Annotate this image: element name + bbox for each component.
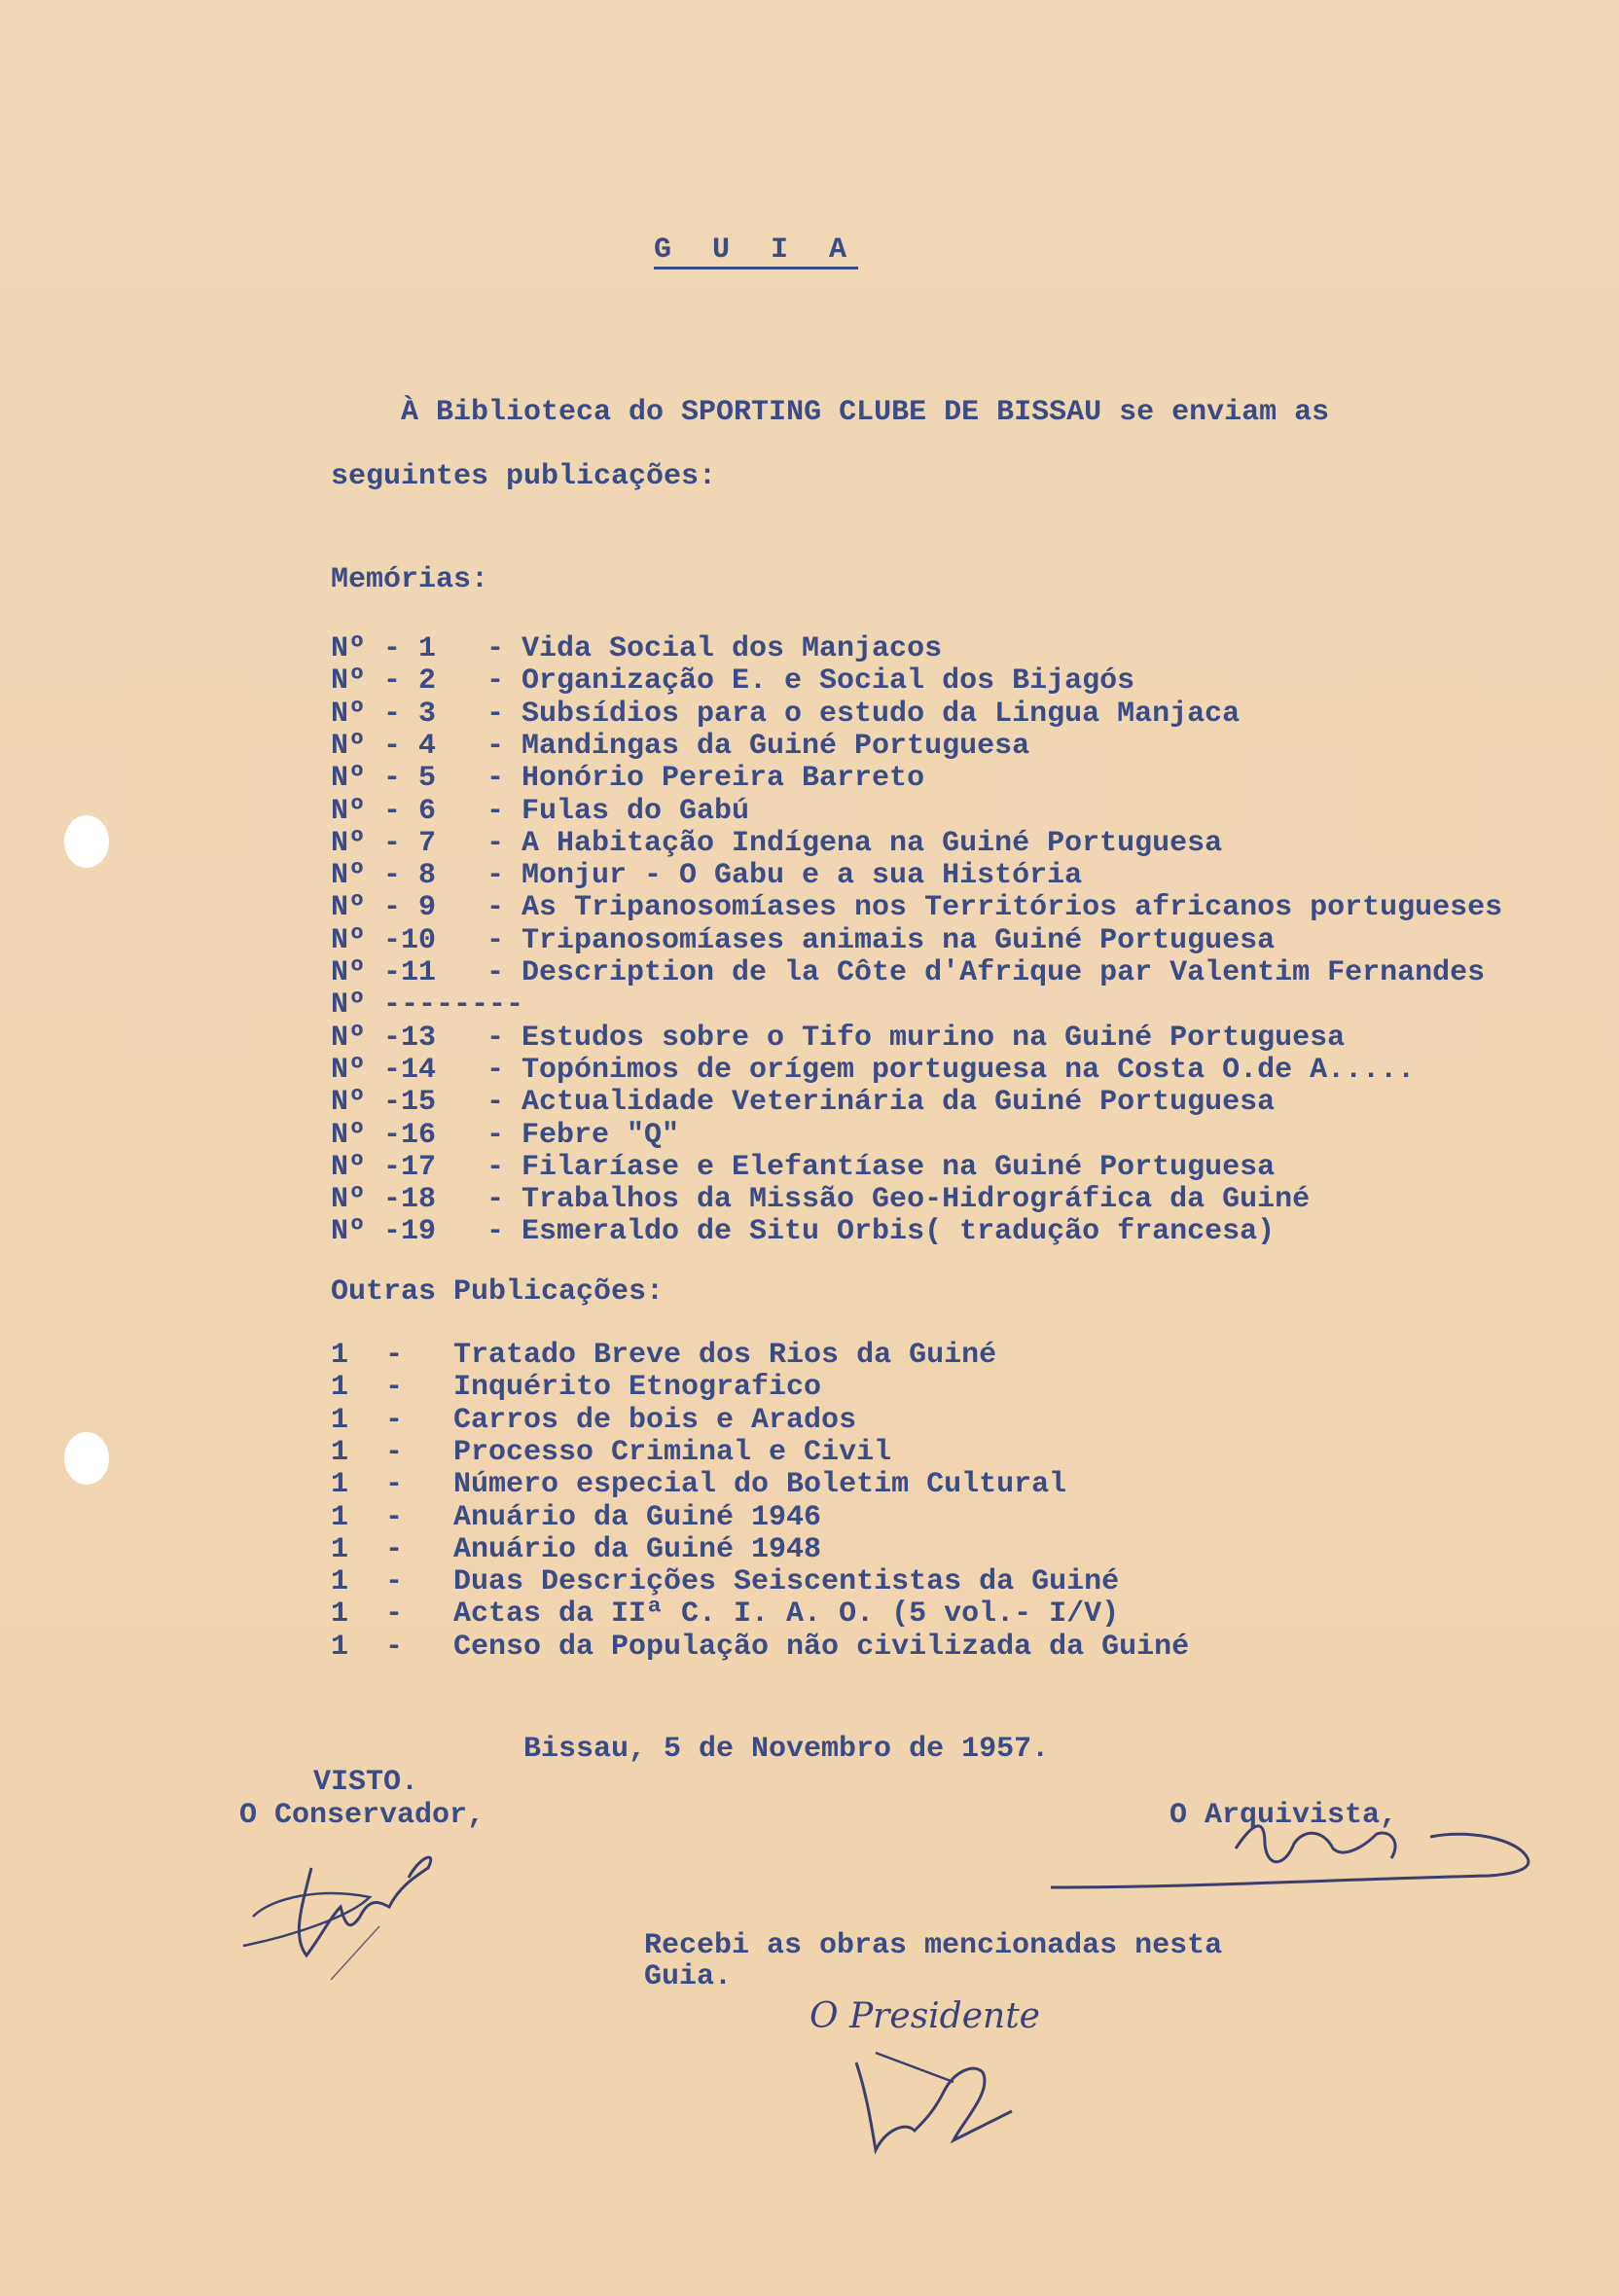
intro-line: À Biblioteca do SPORTING CLUBE DE BISSAU se enviam as bbox=[401, 396, 1330, 429]
recebi-line: Guia. bbox=[644, 1960, 733, 1993]
memoria-number: Nº - 2 bbox=[331, 664, 437, 699]
dash-separator: - bbox=[486, 923, 505, 957]
memoria-title: Estudos sobre o Tifo murino na Guiné Portuguesa bbox=[522, 1021, 1346, 1055]
outra-item bbox=[331, 1631, 1189, 1664]
memoria-item bbox=[331, 762, 924, 795]
memoria-number: Nº -------- bbox=[331, 988, 524, 1022]
memoria-number: Nº - 1 bbox=[331, 632, 437, 665]
memoria-title: Trabalhos da Missão Geo-Hidrográfica da Guiné bbox=[522, 1183, 1311, 1217]
memoria-item bbox=[331, 891, 1502, 924]
memoria-number: Nº -11 bbox=[331, 956, 437, 989]
memoria-number: Nº -15 bbox=[331, 1086, 437, 1120]
dash-separator: - bbox=[385, 1468, 404, 1502]
memoria-title: Filaríase e Elefantíase na Guiné Portuguesa bbox=[522, 1150, 1276, 1184]
outra-title: Anuário da Guiné 1948 bbox=[453, 1532, 822, 1566]
punch-hole bbox=[64, 1432, 109, 1485]
dash-separator: - bbox=[486, 697, 505, 731]
outra-title: Tratado Breve dos Rios da Guiné bbox=[453, 1339, 997, 1372]
dash-separator: - bbox=[385, 1435, 404, 1469]
memoria-item bbox=[331, 664, 1134, 698]
memoria-number: Nº -16 bbox=[331, 1118, 437, 1152]
outra-item bbox=[331, 1565, 1119, 1598]
memoria-item bbox=[331, 1151, 1275, 1184]
dash-separator: - bbox=[385, 1565, 404, 1599]
visto-label: VISTO. bbox=[313, 1766, 419, 1799]
dash-separator: - bbox=[385, 1532, 404, 1566]
outra-quantity: 1 bbox=[331, 1339, 349, 1372]
memoria-number: Nº -13 bbox=[331, 1021, 437, 1055]
outra-quantity: 1 bbox=[331, 1597, 349, 1632]
memoria-item bbox=[331, 1086, 1275, 1119]
arquivista-signature bbox=[1041, 1790, 1547, 1917]
outra-item bbox=[331, 1468, 1066, 1501]
outra-quantity: 1 bbox=[331, 1500, 349, 1534]
memoria-number: Nº - 3 bbox=[331, 697, 437, 731]
memoria-title: Organização E. e Social dos Bijagós bbox=[522, 664, 1135, 699]
recebi-line: Recebi as obras mencionadas nesta bbox=[644, 1929, 1223, 1962]
dash-separator: - bbox=[486, 891, 505, 925]
outra-quantity: 1 bbox=[331, 1532, 349, 1566]
memoria-number: Nº -14 bbox=[331, 1053, 437, 1087]
memoria-item bbox=[331, 1022, 1345, 1055]
outras-heading: Outras Publicações: bbox=[331, 1275, 665, 1309]
dash-separator: - bbox=[486, 794, 505, 828]
dash-separator: - bbox=[486, 1086, 505, 1120]
memoria-title: Description de la Côte d'Afrique par Valentim Fernandes bbox=[522, 956, 1486, 989]
outra-title: Censo da População não civilizada da Guiné bbox=[453, 1630, 1190, 1664]
punch-hole bbox=[64, 815, 109, 868]
outra-title: Anuário da Guiné 1946 bbox=[453, 1500, 822, 1534]
dash-separator: - bbox=[385, 1339, 404, 1372]
memoria-item bbox=[331, 956, 1485, 989]
memoria-title: Mandingas da Guiné Portuguesa bbox=[522, 729, 1030, 763]
memoria-item bbox=[331, 698, 1240, 731]
dash-separator: - bbox=[486, 1215, 505, 1249]
document-title: G U I A bbox=[654, 233, 859, 267]
conservador-signature bbox=[234, 1810, 506, 1985]
memoria-number: Nº - 4 bbox=[331, 729, 437, 763]
memoria-title: Subsídios para o estudo da Lingua Manjaca bbox=[522, 697, 1241, 731]
outra-title: Processo Criminal e Civil bbox=[453, 1435, 892, 1469]
memoria-item bbox=[331, 795, 749, 828]
memoria-item bbox=[331, 1215, 1275, 1248]
dash-separator: - bbox=[486, 1150, 505, 1184]
dash-separator: - bbox=[486, 664, 505, 699]
dash-separator: - bbox=[486, 1183, 505, 1217]
dash-separator: - bbox=[486, 826, 505, 860]
arquivista-label: O Arquivista, bbox=[1169, 1799, 1398, 1832]
memoria-title: Honório Pereira Barreto bbox=[522, 762, 925, 796]
memoria-title: Tripanosomíases animais na Guiné Portuguesa bbox=[522, 923, 1276, 957]
memoria-number: Nº - 6 bbox=[331, 794, 437, 828]
dash-separator: - bbox=[486, 1118, 505, 1152]
dash-separator: - bbox=[486, 729, 505, 763]
memoria-item bbox=[331, 924, 1275, 957]
dash-separator: - bbox=[385, 1403, 404, 1437]
dash-separator: - bbox=[486, 859, 505, 893]
memoria-title: As Tripanosomíases nos Territórios africanos portugueses bbox=[522, 891, 1503, 925]
memoria-number: Nº - 7 bbox=[331, 826, 437, 860]
memoria-item bbox=[331, 730, 1029, 763]
dash-separator: - bbox=[486, 956, 505, 989]
outra-item bbox=[331, 1339, 996, 1372]
memoria-title: Febre "Q" bbox=[522, 1118, 680, 1152]
date-line: Bissau, 5 de Novembro de 1957. bbox=[523, 1733, 1050, 1766]
memoria-item bbox=[331, 1119, 679, 1152]
outra-item bbox=[331, 1404, 856, 1437]
dash-separator: - bbox=[486, 1053, 505, 1087]
memoria-item bbox=[331, 988, 524, 1022]
memoria-title: Monjur - O Gabu e a sua História bbox=[522, 859, 1083, 893]
outra-title: Inquérito Etnografico bbox=[453, 1371, 822, 1405]
memoria-title: Vida Social dos Manjacos bbox=[522, 632, 943, 665]
outra-quantity: 1 bbox=[331, 1565, 349, 1599]
dash-separator: - bbox=[385, 1371, 404, 1405]
dash-separator: - bbox=[385, 1630, 404, 1664]
memoria-item bbox=[331, 1054, 1415, 1087]
memoria-number: Nº - 9 bbox=[331, 891, 437, 925]
dash-separator: - bbox=[486, 632, 505, 665]
memorias-heading: Memórias: bbox=[331, 563, 489, 596]
outra-title: Actas da IIª C. I. A. O. (5 vol.- I/V) bbox=[453, 1597, 1120, 1632]
memoria-item bbox=[331, 859, 1082, 892]
outra-item bbox=[331, 1436, 891, 1469]
outra-quantity: 1 bbox=[331, 1371, 349, 1405]
memoria-title: Topónimos de orígem portuguesa na Costa O.de A..... bbox=[522, 1053, 1416, 1087]
memoria-title: Actualidade Veterinária da Guiné Portuguesa bbox=[522, 1086, 1276, 1120]
dash-separator: - bbox=[385, 1597, 404, 1632]
memoria-item bbox=[331, 827, 1222, 860]
memoria-number: Nº -19 bbox=[331, 1215, 437, 1249]
presidente-signature bbox=[837, 2033, 1090, 2179]
memoria-item bbox=[331, 1183, 1310, 1216]
memoria-number: Nº -18 bbox=[331, 1183, 437, 1217]
memoria-number: Nº -17 bbox=[331, 1150, 437, 1184]
memoria-number: Nº - 8 bbox=[331, 859, 437, 893]
memoria-title: A Habitação Indígena na Guiné Portuguesa bbox=[522, 826, 1223, 860]
memoria-number: Nº - 5 bbox=[331, 762, 437, 796]
outra-title: Duas Descrições Seiscentistas da Guiné bbox=[453, 1565, 1120, 1599]
outra-item bbox=[331, 1597, 1119, 1631]
outra-quantity: 1 bbox=[331, 1630, 349, 1664]
outra-title: Carros de bois e Arados bbox=[453, 1403, 857, 1437]
outra-item bbox=[331, 1371, 821, 1404]
intro-line: seguintes publicações: bbox=[331, 460, 717, 493]
outra-quantity: 1 bbox=[331, 1468, 349, 1502]
memoria-title: Esmeraldo de Situ Orbis( tradução francesa) bbox=[522, 1215, 1276, 1249]
memoria-title: Fulas do Gabú bbox=[522, 794, 750, 828]
conservador-label: O Conservador, bbox=[239, 1799, 486, 1832]
outra-quantity: 1 bbox=[331, 1435, 349, 1469]
presidente-label: O Presidente bbox=[810, 1996, 1040, 2036]
dash-separator: - bbox=[385, 1500, 404, 1534]
memoria-number: Nº -10 bbox=[331, 923, 437, 957]
outra-item bbox=[331, 1533, 821, 1566]
outra-title: Número especial do Boletim Cultural bbox=[453, 1468, 1067, 1502]
outra-item bbox=[331, 1501, 821, 1534]
dash-separator: - bbox=[486, 762, 505, 796]
dash-separator: - bbox=[486, 1021, 505, 1055]
outra-quantity: 1 bbox=[331, 1403, 349, 1437]
memoria-item bbox=[331, 632, 942, 665]
